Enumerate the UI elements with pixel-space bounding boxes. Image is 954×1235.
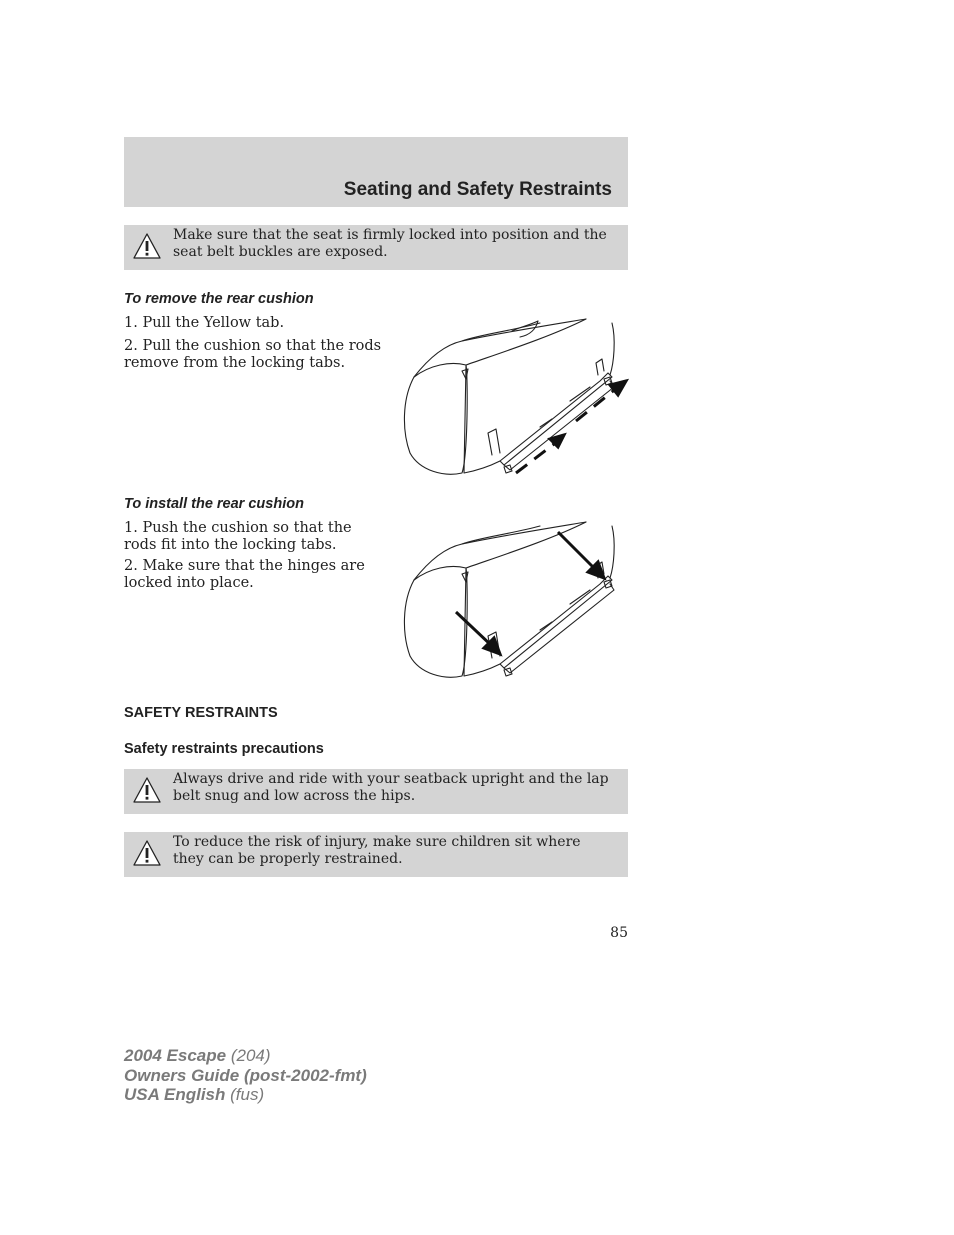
warning-triangle-icon xyxy=(132,232,162,260)
warning-triangle-icon xyxy=(132,839,162,867)
warning-box-seatback xyxy=(124,769,628,814)
page-number: 85 xyxy=(610,925,628,941)
remove-step-2: 2. Pull the cushion so that the rods remove from the locking tabs. xyxy=(124,338,382,371)
install-step-2: 2. Make sure that the hinges are locked into place. xyxy=(124,558,365,591)
document-footer xyxy=(124,1046,367,1105)
safety-restraints-heading: SAFETY RESTRAINTS xyxy=(124,705,278,721)
header-band xyxy=(124,137,628,207)
page-title: Seating and Safety Restraints xyxy=(343,179,612,200)
warning-box-seat-locked xyxy=(124,225,628,270)
remove-cushion-illustration xyxy=(400,315,630,480)
warning-triangle-icon xyxy=(132,776,162,804)
install-cushion-heading: To install the rear cushion xyxy=(124,496,304,512)
install-cushion-illustration xyxy=(400,518,630,683)
footer-line-1: 2004 Escape (204) xyxy=(124,1046,271,1065)
install-step-1: 1. Push the cushion so that the rods fit into the locking tabs. xyxy=(124,520,352,553)
safety-precautions-subheading: Safety restraints precautions xyxy=(124,741,324,757)
remove-cushion-heading: To remove the rear cushion xyxy=(124,291,314,307)
warning-text: Always drive and ride with your seatback upright and the lap belt snug and low across the hips. xyxy=(173,771,609,804)
footer-line-3: USA English (fus) xyxy=(124,1085,265,1104)
warning-text: Make sure that the seat is firmly locked into position and the seat belt buckles are exposed. xyxy=(173,227,607,260)
warning-box-children xyxy=(124,832,628,877)
footer-line-2: Owners Guide (post-2002-fmt) xyxy=(124,1065,367,1085)
warning-text: To reduce the risk of injury, make sure children sit where they can be properly restrained. xyxy=(173,834,581,867)
remove-step-1: 1. Pull the Yellow tab. xyxy=(124,315,285,331)
